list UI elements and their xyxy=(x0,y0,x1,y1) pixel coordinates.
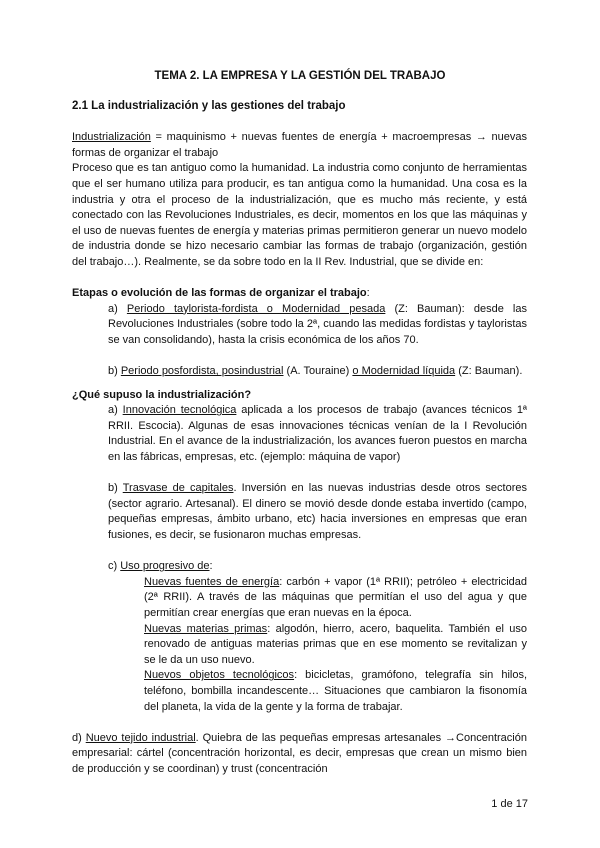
etapas-a-term: Periodo taylorista-fordista o Modernidad pesada xyxy=(126,302,386,315)
supuso-c2-term: Nuevas materias primas xyxy=(144,622,268,635)
definition-term: Industrialización xyxy=(72,131,151,144)
supuso-c3: Nuevos objetos tecnológicos: bicicletas, gramófono, telegrafía sin hilos, teléfono, bombilla incandescente… Situaciones que cambiaron la fisonomía del planeta, la vida de la gente y la forma de trabajar. xyxy=(144,669,528,713)
supuso-c-term: Uso progresivo de xyxy=(120,560,210,573)
section-heading: 2.1 La industrialización y las gestiones del trabajo xyxy=(72,100,346,112)
supuso-b-term: Trasvase de capitales xyxy=(122,482,234,495)
supuso-c3-term: Nuevos objetos tecnológicos xyxy=(144,669,295,682)
supuso-heading: ¿Qué supuso la industrialización? xyxy=(72,388,252,401)
supuso-d-term: Nuevo tejido industrial xyxy=(85,731,196,744)
supuso-item-c: c) Uso progresivo de: xyxy=(108,560,213,573)
supuso-item-d: d) Nuevo tejido industrial. Quiebra de las pequeñas empresas artesanales →Concentración empresarial: cártel (concentración horizontal, es decir, empresas que crean un mismo bien de producción y se coordinan) y trust (concentración xyxy=(72,731,527,775)
etapas-heading: Etapas o evolución de las formas de organizar el trabajo: xyxy=(72,287,370,300)
etapas-b-term2: o Modernidad líquida xyxy=(352,365,456,378)
supuso-a-term: Innovación tecnológica xyxy=(122,404,237,417)
etapas-item-b: b) Periodo posfordista, posindustrial (A. Touraine) o Modernidad líquida (Z: Bauman). xyxy=(108,365,523,378)
supuso-c1: Nuevas fuentes de energía: carbón + vapor (1ª RRII); petróleo + electricidad (2ª RRII). A través de las máquinas que permitían el uso del agua y que permitían crear energías que eran nuevas en la época. xyxy=(144,575,528,619)
page-number: 1 de 17 xyxy=(491,798,528,810)
intro-paragraph: Proceso que es tan antiguo como la humanidad. La industria como conjunto de herramientas que el ser humano utiliza para producir, es tan antigua como la humanidad. Una cosa es la industria y otra el proceso de la industrialización, que es mucho más reciente, y está conectado con las Revoluciones Industriales, es decir, momentos en los que las máquinas y el uso de nuevas fuentes de energía y materias primas permitieron generar un nuevo modelo de industria donde se hizo necesario cambiar las formas de trabajo (organización, gestión del trabajo…). Realmente, se da sobre todo en la II Rev. Industrial, que se divide en: xyxy=(72,162,527,268)
etapas-b-term: Periodo posfordista, posindustrial xyxy=(120,365,284,378)
etapas-item-a: a) Periodo taylorista-fordista o Modernidad pesada (Z: Bauman): desde las Revoluciones Industriales (sobre todo la 2ª, cuando las medidas fordistas y tayloristas se van consolidando), hasta la crisis económica de los años 70. xyxy=(108,302,527,346)
definition-text: = maquinismo + nuevas fuentes de energía + macroempresas → nuevas formas de organizar el trabajo xyxy=(72,131,527,159)
supuso-c1-term: Nuevas fuentes de energía xyxy=(144,575,280,588)
supuso-c2: Nuevas materias primas: algodón, hierro, acero, baquelita. También el uso renovado de antiguas materias primas que en ese momento se revitalizan y se le da un uso nuevo. xyxy=(144,622,528,666)
document-body xyxy=(72,99,527,778)
supuso-item-a: a) Innovación tecnológica aplicada a los procesos de trabajo (avances técnicos 1ª RRII. Escocia). Algunas de esas innovaciones técnicas venían de la I Revolución Industrial. En el avance de la industrialización, los avances fueron puestos en marcha en las fábricas, empresas, etc. (ejemplo: máquina de vapor) xyxy=(108,404,528,464)
definition-paragraph xyxy=(72,130,527,161)
document-title: TEMA 2. LA EMPRESA Y LA GESTIÓN DEL TRABAJO xyxy=(154,70,446,82)
supuso-item-b: b) Trasvase de capitales. Inversión en las nuevas industrias desde otros sectores (sector agrario. Artesanal). El dinero se movió desde donde estaba invertido (campo, pequeñas empresas, ámbito urbano, etc) hacia inversiones en empresas que eran fusiones, es decir, se fusionaron muchas empresas. xyxy=(108,482,528,542)
